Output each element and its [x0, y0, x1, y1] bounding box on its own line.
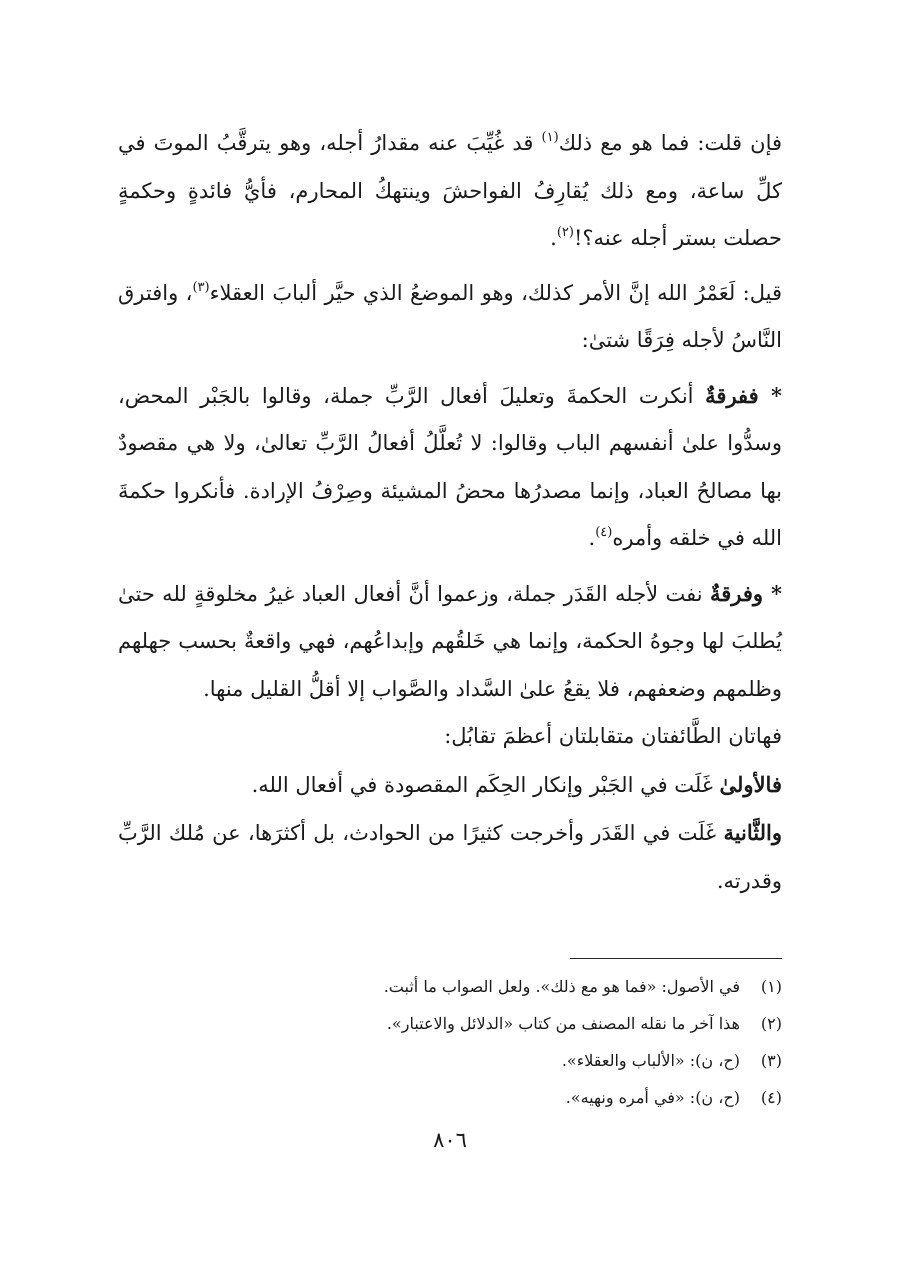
footnote-number: (٤) — [760, 1088, 782, 1107]
footnote-text: (ح، ن): «الألباب والعقلاء». — [561, 1051, 740, 1070]
paragraph-text: . — [550, 226, 557, 250]
footnote-item — [118, 1005, 782, 1042]
paragraph-text: ، وافترق النَّاسُ لأجله فِرَقًا شتىٰ: — [118, 280, 782, 352]
footnote-text: هذا آخر ما نقله المصنف من كتاب «الدلائل والاعتبار». — [386, 1014, 740, 1033]
paragraph-text: فإن قلت: فما هو مع ذلك — [558, 131, 783, 155]
paragraph-text: . — [588, 526, 596, 550]
paragraph-lead: فالأولىٰ — [719, 771, 782, 797]
paragraph-text: غَلَت في الجَبْر وإنكار الحِكَم المقصودة في أفعال الله. — [251, 772, 720, 797]
footnote-text: في الأصول: «فما هو مع ذلك». ولعل الصواب ما أثبت. — [383, 977, 740, 996]
footnote-item — [118, 1079, 782, 1116]
paragraph-answer — [118, 270, 782, 365]
paragraph-text: فهاتان الطَّائفتان متقابلتان أعظمَ تقابُل: — [444, 724, 782, 748]
paragraph-lead: والثَّانية — [723, 820, 782, 845]
paragraph-first-group — [118, 372, 782, 563]
paragraph-text: أنكرت الحكمةَ وتعليلَ أفعال الرَّبِّ جملة، وقالوا بالجَبْر المحض، وسدُّوا علىٰ أنفسهم الباب وقالوا: لا تُعلَّلُ أفعالُ الرَّبِّ تعالىٰ، ولا هي مقصودٌ بها مصالحُ العباد، وإنما مصدرُها محضُ المشيئة وصِرْفُ الإرادة. فأنكروا حكمةَ الله في خلقه وأمره — [118, 383, 782, 550]
footnote-ref-1[interactable]: (١) — [541, 130, 559, 145]
footnote-item — [118, 968, 782, 1005]
paragraph-text: نفت لأجله القَدَر جملة، وزعموا أنَّ أفعال العباد غيرُ مخلوقةٍ لله حتىٰ يُطلبَ لها وجوهُ الحكمة، وإنما هي خَلقُهم وإبداعُهم، فهي واقعةٌ بحسب جهلهم وظلمهم وضعفهم، فلا يقعُ علىٰ السَّداد والصَّواب إلا أقلُّ القليل منها. — [118, 581, 782, 701]
paragraph-second-extreme — [118, 809, 782, 905]
paragraph-lead: * ففرقةٌ — [705, 382, 782, 408]
footnote-item — [118, 1042, 782, 1079]
footnote-number: (١) — [760, 977, 782, 996]
page-number: ٨٠٦ — [433, 1128, 467, 1152]
footnote-ref-3[interactable]: (٣) — [192, 279, 210, 295]
paragraph-text: قيل: لَعَمْرُ الله إنَّ الأمر كذلك، وهو الموضعُ الذي حيَّر ألبابَ العقلاء — [209, 280, 783, 305]
paragraph-text: غَلَت في القَدَر وأخرجت كثيرًا من الحوادث، بل أكثرَها، عن مُلك الرَّبِّ وقدرته. — [118, 821, 782, 893]
main-text — [118, 120, 782, 905]
paragraph-first-extreme — [118, 761, 782, 810]
footnote-number: (٣) — [760, 1051, 782, 1070]
footnote-text: (ح، ن): «في أمره ونهيه». — [565, 1088, 740, 1107]
footnotes — [118, 968, 782, 1116]
footnote-number: (٢) — [760, 1014, 782, 1033]
paragraph-second-group — [118, 570, 782, 714]
paragraph-two-groups — [118, 713, 782, 761]
paragraph-question — [118, 120, 782, 263]
footnote-ref-4[interactable]: (٤) — [595, 525, 613, 540]
paragraph-lead: * وفرقةٌ — [709, 580, 783, 606]
footnote-ref-2[interactable]: (٢) — [556, 225, 574, 240]
paragraph-text: قد غُيِّبَ عنه مقدارُ أجله، وهو يترقَّبُ الموتَ في كلِّ ساعة، ومع ذلك يُقارِفُ الفواحشَ وينتهكُ المحارم، فأيُّ فائدةٍ وحكمةٍ حصلت بستر أجله عنه؟! — [118, 131, 782, 250]
footnote-divider — [570, 958, 782, 959]
